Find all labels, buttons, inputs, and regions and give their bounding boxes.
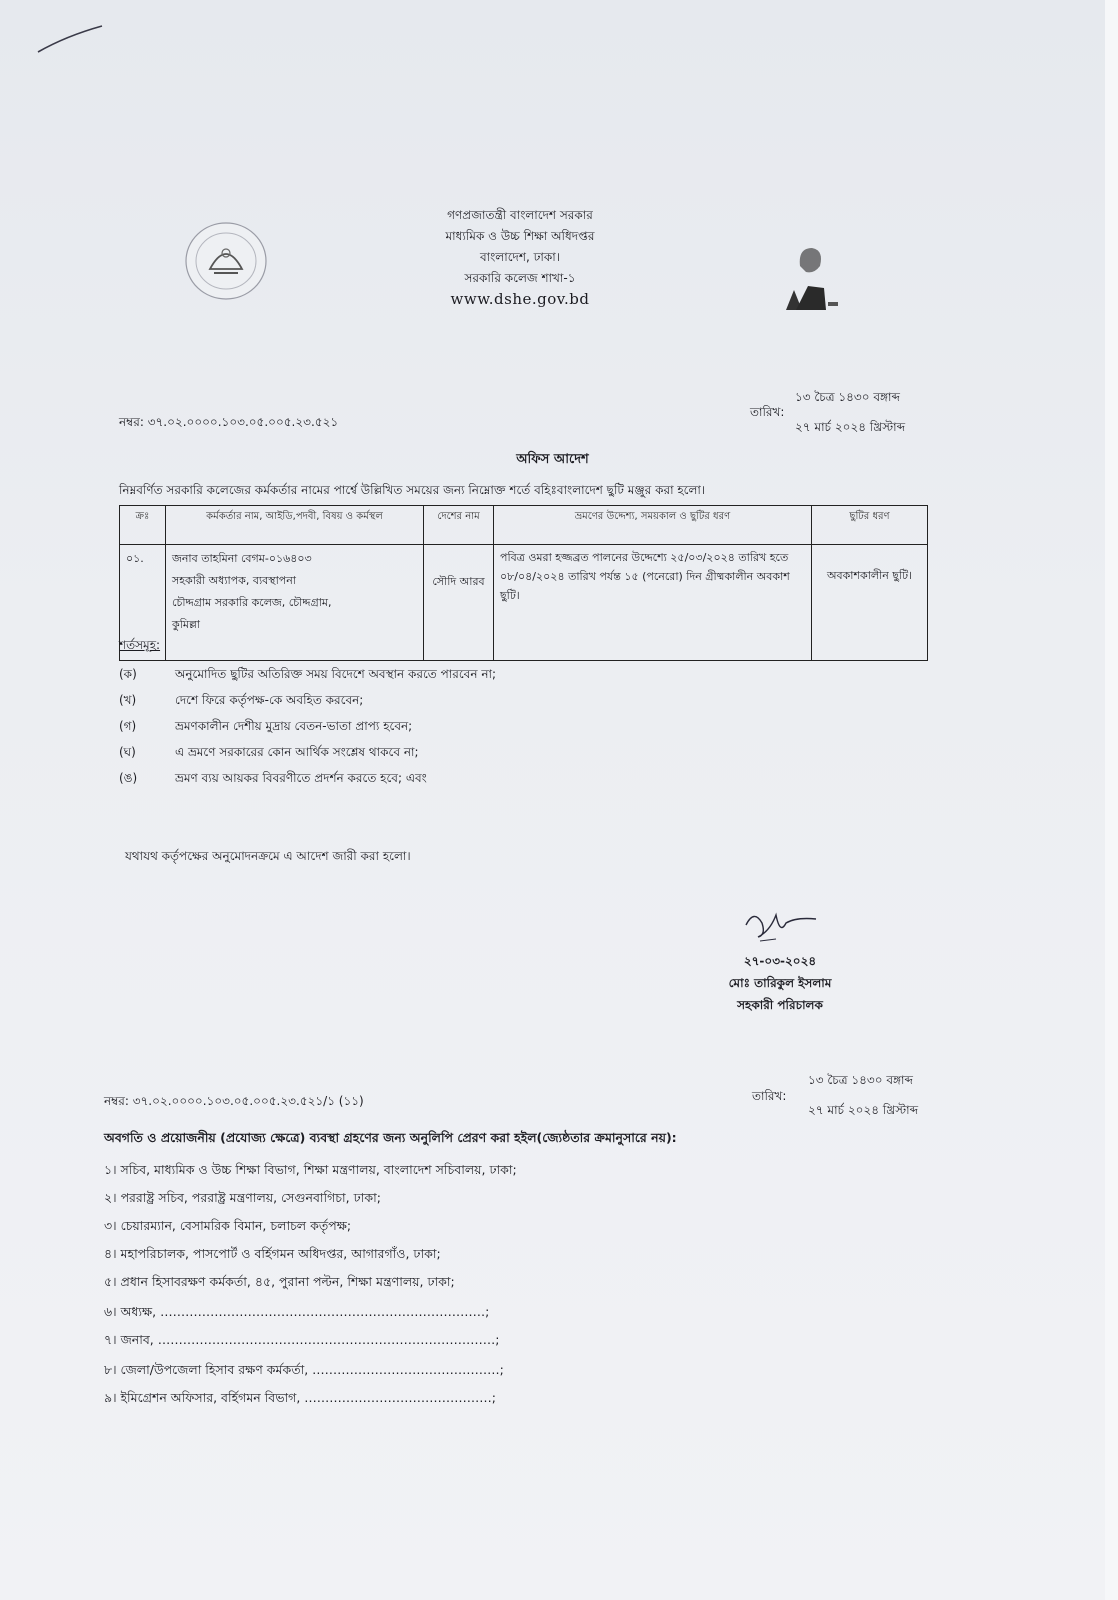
copy-date-bangla: ১৩ চৈত্র ১৪৩০ বঙ্গাব্দ (808, 1073, 913, 1087)
copy-date-english: ২৭ মার্চ ২০২৪ খ্রিস্টাব্দ (808, 1103, 919, 1117)
officer-designation: সহকারী অধ্যাপক, ব্যবস্থাপনা (172, 574, 296, 587)
list-item: ৭। জনাব, ………………………………………………………………………; (104, 1332, 500, 1347)
cell-country: সৌদি আরব (424, 545, 494, 661)
intro-text: নিম্নবর্ণিত সরকারি কলেজের কর্মকর্তার নামের পার্শ্বে উল্লিখিত সময়ের জন্য নিম্নোক্ত শর্তে বহিঃবাংলাদেশ ছুটি মঞ্জুর করা হলো। (119, 483, 706, 497)
header-line-2: মাধ্যমিক ও উচ্চ শিক্ষা অধিদপ্তর (445, 229, 595, 243)
cell-serial: ০১. (120, 545, 166, 661)
date-bangla: ১৩ চৈত্র ১৪৩০ বঙ্গাব্দ (795, 390, 900, 404)
list-item: ১। সচিব, মাধ্যমিক ও উচ্চ শিক্ষা বিভাগ, শিক্ষা মন্ত্রণালয়, বাংলাদেশ সচিবালয়, ঢাকা; (104, 1162, 517, 1177)
copy-date-label: তারিখ: (752, 1089, 787, 1103)
col-serial: ক্রঃ (120, 506, 166, 545)
leave-table (119, 505, 928, 661)
condition-item: (খ) দেশে ফিরে কর্তৃপক্ষ-কে অবহিত করবেন; (119, 693, 364, 707)
conditions-title: শর্তসমূহ: (119, 638, 161, 652)
list-item: ৯। ইমিগ্রেশন অফিসার, বর্হিগমন বিভাগ, ………………………………………; (104, 1390, 497, 1405)
memo-number: নম্বর: ৩৭.০২.০০০০.১০৩.০৫.০০৫.২৩.৫২১ (119, 415, 339, 429)
officer-name: জনাব তাহমিনা বেগম-০১৬৪০৩ (172, 552, 312, 565)
header-line-1: গণপ্রজাতন্ত্রী বাংলাদেশ সরকার (447, 208, 593, 222)
letterhead (420, 205, 620, 310)
condition-item: (গ) ভ্রমণকালীন দেশীয় মুদ্রায় বেতন-ভাতা প্রাপ্য হবেন; (119, 719, 413, 733)
cell-officer (166, 545, 424, 661)
list-item: ৪। মহাপরিচালক, পাসপোর্ট ও বর্হিগমন অধিদপ্তর, আগারগাঁও, ঢাকা; (104, 1246, 441, 1261)
signer-block (700, 950, 860, 1016)
copy-memo-date (808, 1065, 918, 1125)
government-emblem (182, 219, 270, 303)
col-leave-type: ছুটির ধরণ (812, 506, 928, 545)
list-item: ৫। প্রধান হিসাবরক্ষণ কর্মকর্তা, ৪৫, পুরানা পল্টন, শিক্ষা মন্ত্রণালয়, ঢাকা; (104, 1274, 455, 1289)
cell-purpose: পবিত্র ওমরা হজ্জব্রত পালনের উদ্দেশ্যে ২৫/০৩/২০২৪ তারিখ হতে ০৮/০৪/২০২৪ তারিখ পর্যন্ত ১৫ (পনেরো) দিন গ্রীষ্মকালীন অবকাশ ছুটি। (494, 545, 812, 661)
header-line-3: বাংলাদেশ, ঢাকা। (479, 250, 561, 264)
pen-mark (36, 22, 106, 56)
signature-date: ২৭-০৩-২০২৪ (743, 954, 817, 968)
table-row (120, 545, 928, 661)
approval-text: যথাযথ কর্তৃপক্ষের অনুমোদনক্রমে এ আদেশ জারী করা হলো। (125, 849, 411, 863)
officer-college: চৌদ্দগ্রাম সরকারি কলেজ, চৌদ্দগ্রাম, (172, 596, 332, 609)
header-website: www.dshe.gov.bd (450, 290, 590, 308)
condition-item: (ঘ) এ ভ্রমণে সরকারের কোন আর্থিক সংশ্লেষ থাকবে না; (119, 745, 419, 759)
list-item: ৩। চেয়ারম্যান, বেসামরিক বিমান, চলাচল কর্তৃপক্ষ; (104, 1218, 352, 1233)
header-line-4: সরকারি কলেজ শাখা-১ (464, 271, 576, 285)
copy-header: অবগতি ও প্রয়োজনীয় (প্রযোজ্য ক্ষেত্রে) ব্যবস্থা গ্রহণের জন্য অনুলিপি প্রেরণ করা হইল(জ্যেষ্ঠতার ক্রমানুসারে নয়): (104, 1130, 677, 1145)
list-item: ৮। জেলা/উপজেলা হিসাব রক্ষণ কর্মকর্তা, ………………………………………; (104, 1362, 504, 1377)
table-header-row (120, 506, 928, 545)
signer-designation: সহকারী পরিচালক (737, 998, 823, 1012)
col-officer: কর্মকর্তার নাম, আইডি,পদবী, বিষয় ও কর্মস্থল (166, 506, 424, 545)
col-purpose: ভ্রমণের উদ্দেশ্য, সময়কাল ও ছুটির ধরণ (494, 506, 812, 545)
page-title: অফিস আদেশ (516, 452, 589, 467)
cell-leave-type: অবকাশকালীন ছুটি। (812, 545, 928, 661)
list-item: ৬। অধ্যক্ষ, ……………………………………………………………………; (104, 1304, 490, 1319)
condition-item: (ঙ) ভ্রমণ ব্যয় আয়কর বিবরণীতে প্রদর্শন করতে হবে; এবং (119, 771, 427, 785)
page-edge (1105, 0, 1118, 1600)
col-country: দেশের নাম (424, 506, 494, 545)
memo-date (795, 382, 905, 442)
portrait-image (780, 240, 852, 312)
list-item: ২। পররাষ্ট্র সচিব, পররাষ্ট্র মন্ত্রণালয়, সেগুনবাগিচা, ঢাকা; (104, 1190, 381, 1205)
officer-district: কুমিল্লা (172, 618, 200, 631)
date-label: তারিখ: (750, 405, 785, 419)
date-english: ২৭ মার্চ ২০২৪ খ্রিস্টাব্দ (795, 420, 906, 434)
signature (736, 905, 826, 945)
signer-name: মোঃ তারিকুল ইসলাম (728, 976, 832, 990)
condition-item: (ক) অনুমোদিত ছুটির অতিরিক্ত সময় বিদেশে অবস্থান করতে পারবেন না; (119, 667, 497, 681)
copy-memo-number: নম্বর: ৩৭.০২.০০০০.১০৩.০৫.০০৫.২৩.৫২১/১ (১১) (104, 1094, 364, 1108)
